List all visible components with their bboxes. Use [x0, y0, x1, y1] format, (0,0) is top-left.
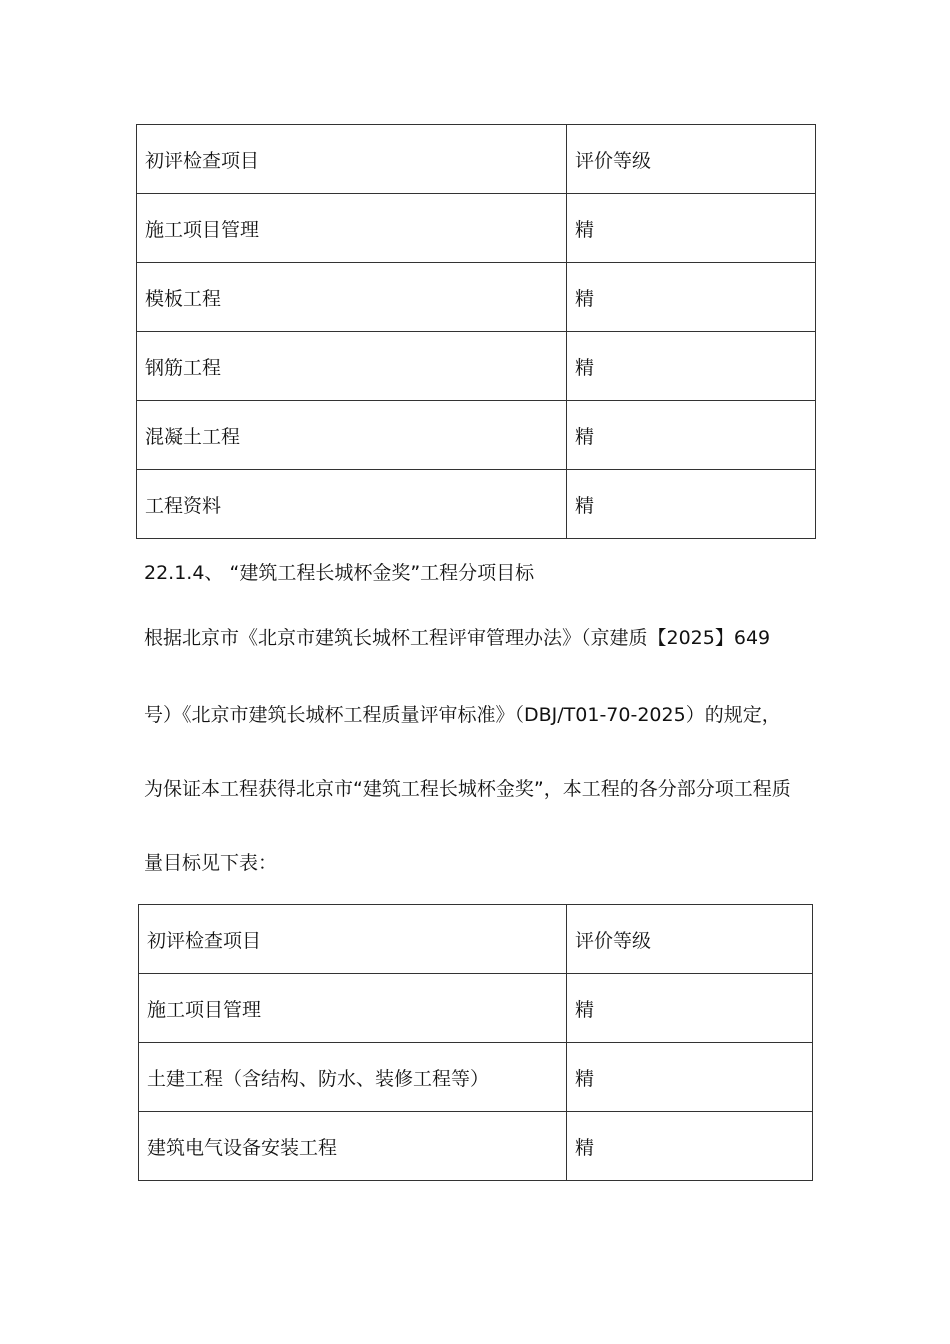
item-cell: 建筑电气设备安装工程	[139, 1112, 567, 1181]
grade-cell: 精	[567, 332, 816, 401]
table-header-row	[137, 125, 816, 194]
item-cell: 工程资料	[137, 470, 567, 539]
quality-grade-table-2	[138, 904, 813, 1181]
item-cell: 混凝土工程	[137, 401, 567, 470]
grade-cell: 精	[567, 194, 816, 263]
item-cell: 模板工程	[137, 263, 567, 332]
header-cell-item: 初评检查项目	[137, 125, 567, 194]
table-row	[137, 470, 816, 539]
grade-cell: 精	[567, 974, 813, 1043]
item-cell: 施工项目管理	[137, 194, 567, 263]
grade-cell: 精	[567, 1112, 813, 1181]
header-cell-item: 初评检查项目	[139, 905, 567, 974]
grade-cell: 精	[567, 470, 816, 539]
table-row	[137, 194, 816, 263]
header-cell-grade: 评价等级	[567, 125, 816, 194]
item-cell: 钢筋工程	[137, 332, 567, 401]
table-row	[139, 974, 813, 1043]
grade-cell: 精	[567, 401, 816, 470]
header-cell-grade: 评价等级	[567, 905, 813, 974]
item-cell: 施工项目管理	[139, 974, 567, 1043]
section-heading: 22.1.4、 “建筑工程长城杯金奖”工程分项目标	[144, 562, 535, 584]
table-row	[139, 1043, 813, 1112]
table-row	[137, 263, 816, 332]
table-row	[137, 401, 816, 470]
paragraph-line: 为保证本工程获得北京市“建筑工程长城杯金奖”，本工程的各分部分项工程质	[144, 778, 791, 800]
paragraph-line: 号）《北京市建筑长城杯工程质量评审标准》（DBJ/T01-70-2025）的规定，	[144, 704, 781, 726]
grade-cell: 精	[567, 1043, 813, 1112]
table-row	[137, 332, 816, 401]
item-cell: 土建工程（含结构、防水、装修工程等）	[139, 1043, 567, 1112]
table-row	[139, 1112, 813, 1181]
paragraph-line: 根据北京市《北京市建筑长城杯工程评审管理办法》（京建质【2025】649	[144, 627, 771, 649]
paragraph-line: 量目标见下表：	[144, 852, 278, 874]
quality-grade-table-1	[136, 124, 816, 539]
grade-cell: 精	[567, 263, 816, 332]
table-header-row	[139, 905, 813, 974]
